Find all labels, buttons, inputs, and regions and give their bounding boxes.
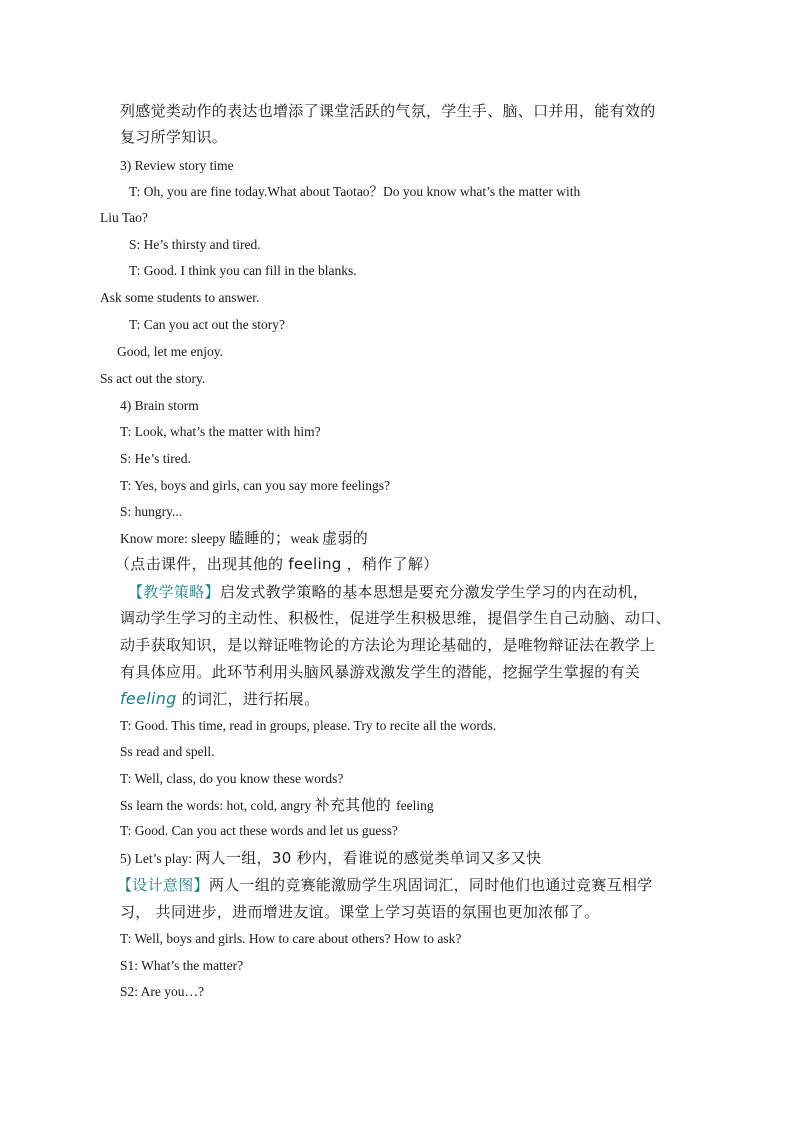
paragraph-line: 复习所学知识。 <box>120 128 228 146</box>
dialogue-line: T: Well, boys and girls. How to care about others? How to ask? <box>120 931 462 946</box>
strategy-paragraph-line <box>128 579 648 605</box>
paragraph-text: 的词汇，进行拓展。 <box>176 690 320 708</box>
instruction-line: Ss read and spell. <box>120 744 215 759</box>
strategy-tag: 【教学策略】 <box>128 583 220 601</box>
dialogue-line: T: Well, class, do you know these words? <box>120 771 344 786</box>
gloss-sleepy: 瞌睡的； <box>229 529 291 547</box>
dialogue-line: T: Can you act out the story? <box>129 317 286 332</box>
note-line: （点击课件，出现其他的 feeling ，稍作了解） <box>115 555 439 573</box>
dialogue-line: S: hungry... <box>120 504 183 519</box>
know-more-label: Know more: sleepy <box>120 531 230 546</box>
dialogue-line: S: He’s thirsty and tired. <box>129 237 261 252</box>
dialogue-line: T: Good. Can you act these words and let us guess? <box>120 823 398 838</box>
instruction-line: Ss act out the story. <box>100 371 206 386</box>
paragraph-line: 有具体应用。此环节利用头脑风暴游戏激发学生的潜能，挖掘学生掌握的有关 <box>120 663 641 681</box>
dialogue-line: S2: Are you…? <box>120 984 204 999</box>
paragraph-line: 习， 共同进步，进而增进友谊。课堂上学习英语的氛围也更加浓郁了。 <box>120 903 600 921</box>
dialogue-line: S1: What’s the matter? <box>120 958 244 973</box>
learn-words-text: Ss learn the words: hot, cold, angry <box>120 798 315 813</box>
instruction-line <box>120 792 434 819</box>
dialogue-line: T: Good. This time, read in groups, please. Try to recite all the words. <box>120 718 497 733</box>
word-weak: weak <box>290 531 323 546</box>
dialogue-line: T: Look, what’s the matter with him? <box>120 424 321 439</box>
dialogue-line: Good, let me enjoy. <box>117 344 223 359</box>
paragraph-line <box>120 686 319 712</box>
paragraph-line: 列感觉类动作的表达也增添了课堂活跃的气氛，学生手、脑、口并用，能有效的 <box>120 102 656 120</box>
section-heading: 4) Brain storm <box>120 398 199 413</box>
dialogue-line: T: Yes, boys and girls, can you say more feelings? <box>120 478 391 493</box>
lets-play-label: 5) Let’s play: <box>120 851 196 866</box>
design-text: 两人一组的竞赛能激励学生巩固词汇，同时他们也通过竞赛互相学 <box>208 876 653 894</box>
section-heading: 3) Review story time <box>120 158 234 173</box>
paragraph-line: 动手获取知识，是以辩证唯物论的方法论为理论基础的，是唯物辩证法在教学上 <box>120 636 656 654</box>
instruction-line: Ask some students to answer. <box>100 290 260 305</box>
know-more-line <box>120 525 368 552</box>
lets-play-desc: 两人一组，30 秒内，看谁说的感觉类单词又多又快 <box>195 849 542 867</box>
dialogue-line: T: Good. I think you can fill in the blanks. <box>129 263 357 278</box>
strategy-text: 启发式教学策略的基本思想是要充分激发学生学习的内在动机， <box>219 583 649 601</box>
design-tag: 【设计意图】 <box>117 876 209 894</box>
design-paragraph-line <box>117 872 653 898</box>
dialogue-line: Liu Tao? <box>100 210 148 225</box>
dialogue-line: S: He’s tired. <box>120 451 191 466</box>
feeling-word: feeling <box>120 689 177 708</box>
section-heading <box>120 845 541 872</box>
feeling-text: feeling <box>396 798 434 813</box>
gloss-weak: 虚弱的 <box>322 529 369 547</box>
supplement-text: 补充其他的 <box>314 796 397 814</box>
dialogue-line: T: Oh, you are fine today.What about Taotao？Do you know what’s the matter with <box>129 184 581 199</box>
paragraph-line: 调动学生学习的主动性、积极性，促进学生积极思维，提倡学生自己动脑、动口、 <box>120 609 671 627</box>
